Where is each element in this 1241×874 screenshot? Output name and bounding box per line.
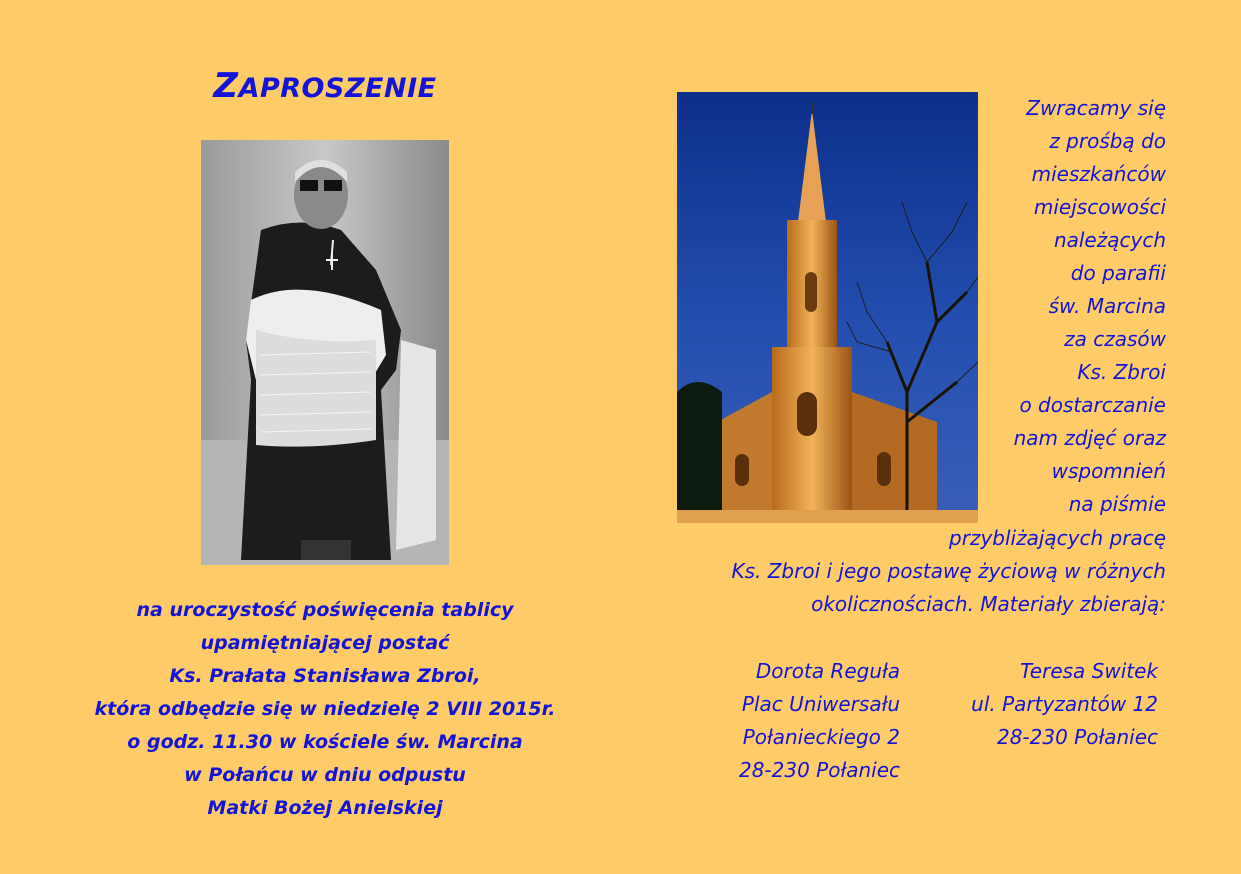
appeal-line: Ks. Zbroi (1077, 360, 1166, 384)
appeal-line: o dostarczanie (1019, 393, 1166, 417)
appeal-line: do parafii (1070, 261, 1166, 285)
title-rest: APROSZENIE (238, 73, 437, 104)
contact-name: Teresa Switek (1020, 659, 1158, 683)
appeal-line: miejscowości (1033, 195, 1166, 219)
priest-photo (201, 140, 449, 565)
contact-name: Dorota Reguła (755, 659, 900, 683)
appeal-line: Ks. Zbroi i jego postawę życiową w różnych (731, 559, 1166, 583)
invitation-line: która odbędzie się w niedzielę 2 VIII 2015r. (94, 698, 556, 720)
appeal-line: mieszkańców (1031, 162, 1166, 186)
appeal-line: okolicznościach. Materiały zbierają: (811, 592, 1166, 616)
invitation-line: w Połańcu w dniu odpustu (184, 764, 466, 786)
appeal-line: wspomnień (1051, 459, 1166, 483)
contact-address-line: Plac Uniwersału (741, 692, 900, 716)
contact-address-line: Połanieckiego 2 (742, 725, 900, 749)
appeal-text (966, 92, 1166, 521)
contact-address-line: ul. Partyzantów 12 (971, 692, 1158, 716)
appeal-text-continued (646, 522, 1166, 621)
appeal-line: należących (1053, 228, 1166, 252)
contact-teresa-switek (938, 655, 1158, 754)
appeal-line: przybliżających pracę (949, 526, 1166, 550)
invitation-line: Ks. Prałata Stanisława Zbroi, (169, 665, 481, 687)
invitation-line: na uroczystość poświęcenia tablicy (136, 599, 514, 621)
title-first-letter: Z (213, 66, 239, 106)
contact-address-line: 28-230 Połaniec (738, 758, 900, 782)
appeal-line: nam zdjęć oraz (1013, 426, 1166, 450)
appeal-line: z prośbą do (1049, 129, 1166, 153)
contact-address-line: 28-230 Połaniec (996, 725, 1158, 749)
appeal-line: na piśmie (1068, 492, 1166, 516)
appeal-line: św. Marcina (1048, 294, 1166, 318)
appeal-line: Zwracamy się (1026, 96, 1166, 120)
invitation-text (60, 594, 590, 825)
invitation-line: upamiętniającej postać (200, 632, 450, 654)
page-title (140, 66, 510, 106)
church-photo (677, 92, 978, 523)
appeal-line: za czasów (1064, 327, 1166, 351)
invitation-line: o godz. 11.30 w kościele św. Marcina (127, 731, 523, 753)
invitation-line: Matki Bożej Anielskiej (207, 797, 443, 819)
contact-dorota-regula (680, 655, 900, 787)
